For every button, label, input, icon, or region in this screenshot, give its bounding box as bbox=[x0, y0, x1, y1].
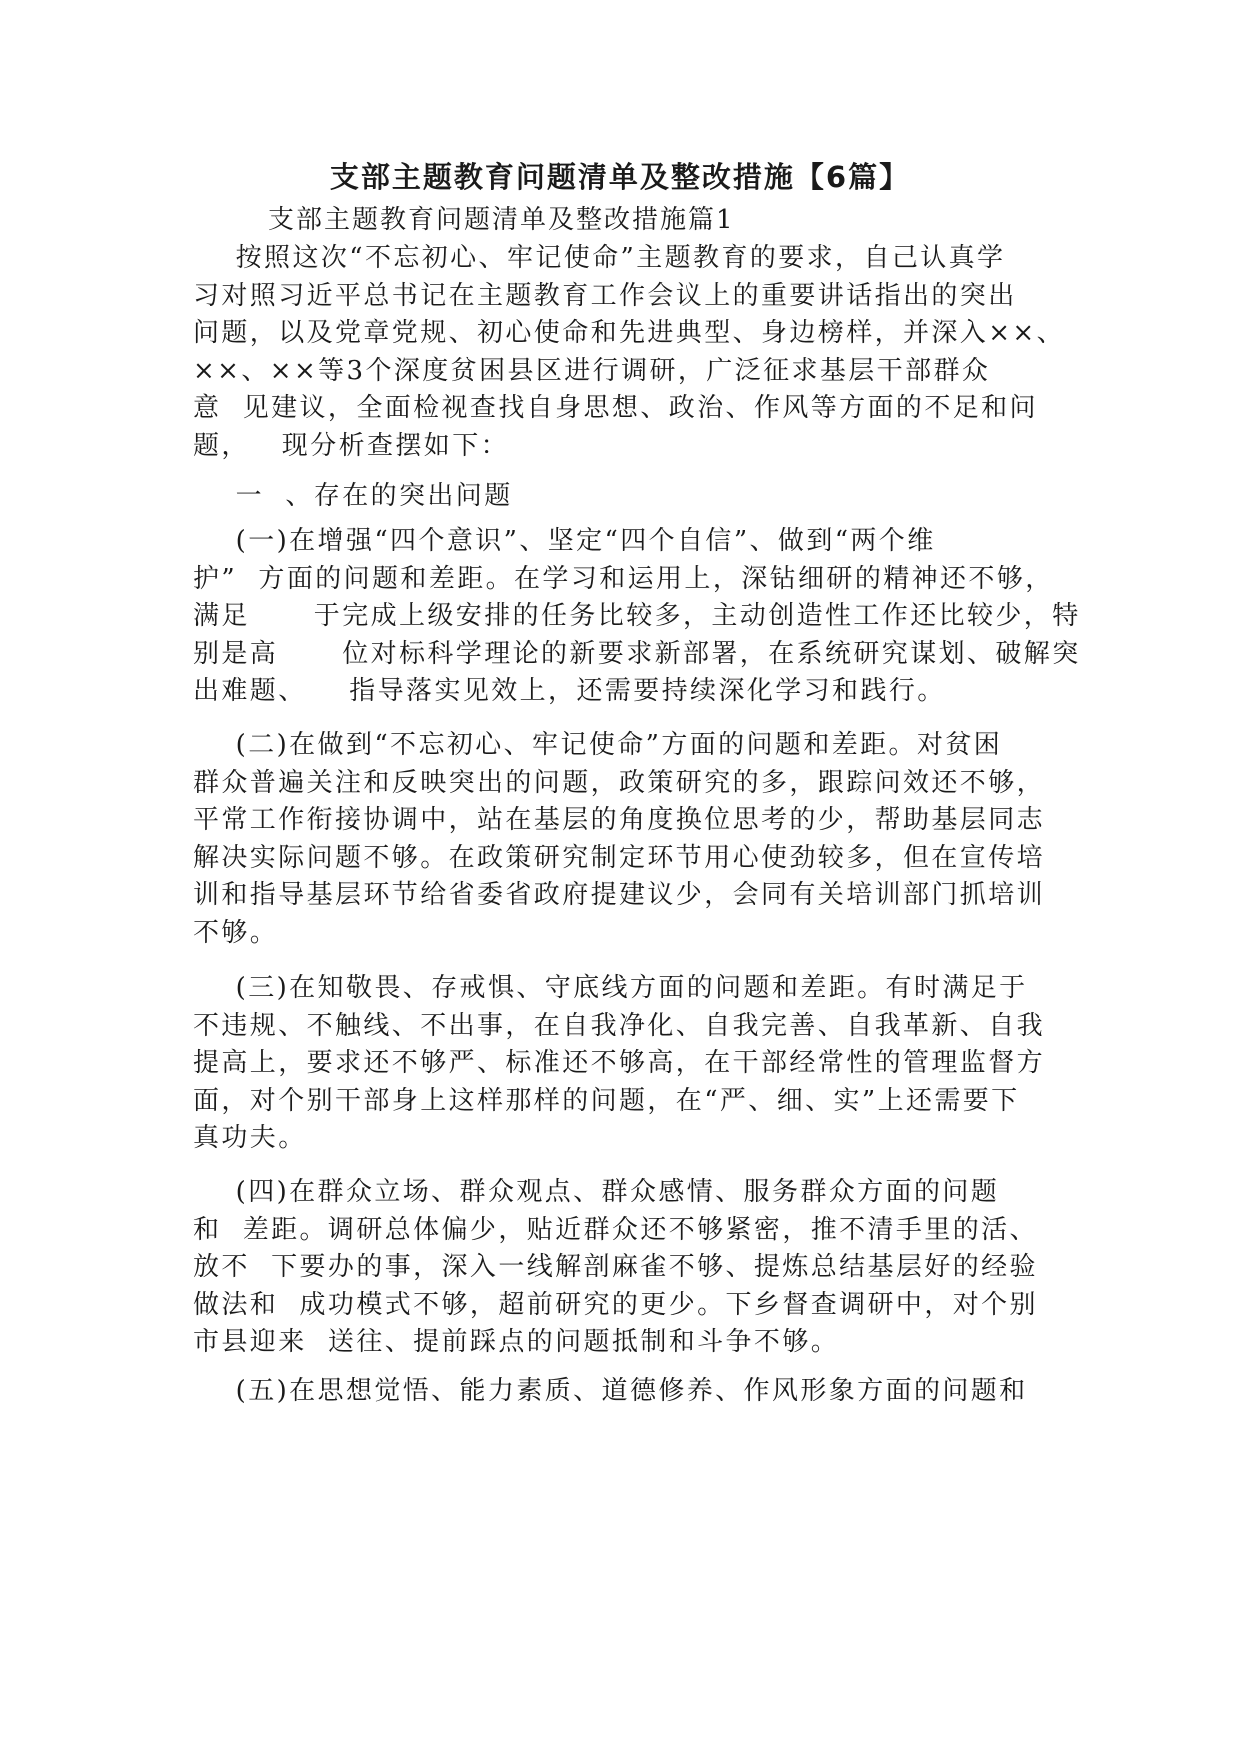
text-line: ××、××等3个深度贫困县区进行调研，广泛征求基层干部群众 bbox=[193, 355, 991, 386]
intro-paragraph bbox=[193, 240, 1073, 465]
text-line: 出难题、 指导落实见效上，还需要持续深化学习和践行。 bbox=[193, 676, 946, 706]
text-line: 训和指导基层环节给省委省政府提建议少，会同有关培训部门抓培训 bbox=[193, 880, 1046, 910]
text-line: 做法和 成功模式不够，超前研究的更少。下乡督查调研中，对个别 bbox=[193, 1289, 1038, 1320]
text-line: 群众普遍关注和反映突出的问题，政策研究的多，跟踪问效还不够， bbox=[193, 767, 1046, 798]
document-subtitle: 支部主题教育问题清单及整改措施篇1 bbox=[268, 205, 735, 235]
text-line: 和 差距。调研总体偏少，贴近群众还不够紧密，推不清手里的活、 bbox=[193, 1214, 1038, 1245]
text-line: 解决实际问题不够。在政策研究制定环节用心使劲较多，但在宣传培 bbox=[193, 842, 1046, 873]
text-line: 平常工作衔接协调中，站在基层的角度换位思考的少，帮助基层同志 bbox=[193, 805, 1046, 835]
text-line: 一 、存在的突出问题 bbox=[193, 481, 513, 511]
paragraph-item-1 bbox=[193, 523, 1081, 711]
text-line: (一)在增强“四个意识”、坚定“四个自信”、做到“两个维 bbox=[193, 526, 936, 556]
text-line: 真功夫。 bbox=[193, 1123, 307, 1153]
text-line: 习对照习近平总书记在主题教育工作会议上的重要讲话指出的突出 bbox=[193, 280, 1017, 311]
text-line: 别是高 位对标科学理论的新要求新部署，在系统研究谋划、破解突 bbox=[193, 638, 1081, 669]
text-line: 意 见建议，全面检视查找自身思想、政治、作风等方面的不足和问 bbox=[193, 393, 1038, 423]
text-line: 护” 方面的问题和差距。在学习和运用上，深钻细研的精神还不够， bbox=[193, 563, 1054, 594]
text-line: (三)在知敬畏、存戒惧、守底线方面的问题和差距。有时满足于 bbox=[193, 973, 1028, 1003]
paragraph-item-2 bbox=[193, 727, 1073, 952]
section-heading bbox=[193, 478, 1073, 516]
text-line: 不够。 bbox=[193, 917, 279, 948]
text-line: 面，对个别干部身上这样那样的问题，在“严、细、实”上还需要下 bbox=[193, 1085, 1020, 1116]
text-line: 满足 于完成上级安排的任务比较多，主动创造性工作还比较少，特 bbox=[193, 601, 1081, 631]
text-line: 提高上，要求还不够严、标准还不够高，在干部经常性的管理监督方 bbox=[193, 1048, 1046, 1078]
text-line: 放不 下要办的事，深入一线解剖麻雀不够、提炼总结基层好的经验 bbox=[193, 1252, 1038, 1282]
paragraph-item-3 bbox=[193, 970, 1073, 1158]
text-line: 问题，以及党章党规、初心使命和先进典型、身边榜样，并深入××、 bbox=[193, 318, 1065, 348]
text-line: 不违规、不触线、不出事，在自我净化、自我完善、自我革新、自我 bbox=[193, 1010, 1046, 1041]
text-line: (二)在做到“不忘初心、牢记使命”方面的问题和差距。对贫困 bbox=[193, 730, 1003, 760]
text-line: (四)在群众立场、群众观点、群众感情、服务群众方面的问题 bbox=[193, 1177, 1000, 1207]
text-line: 市县迎来 送往、提前踩点的问题抵制和斗争不够。 bbox=[193, 1327, 840, 1357]
paragraph-item-4 bbox=[193, 1174, 1073, 1362]
text-line: 题， 现分析查摆如下： bbox=[193, 430, 509, 461]
text-line: (五)在思想觉悟、能力素质、道德修养、作风形象方面的问题和 bbox=[193, 1376, 1028, 1406]
paragraph-item-5 bbox=[193, 1373, 1073, 1411]
text-line: 按照这次“不忘初心、牢记使命”主题教育的要求，自己认真学 bbox=[193, 243, 1006, 273]
document-title: 支部主题教育问题清单及整改措施【6篇】 bbox=[329, 160, 911, 194]
